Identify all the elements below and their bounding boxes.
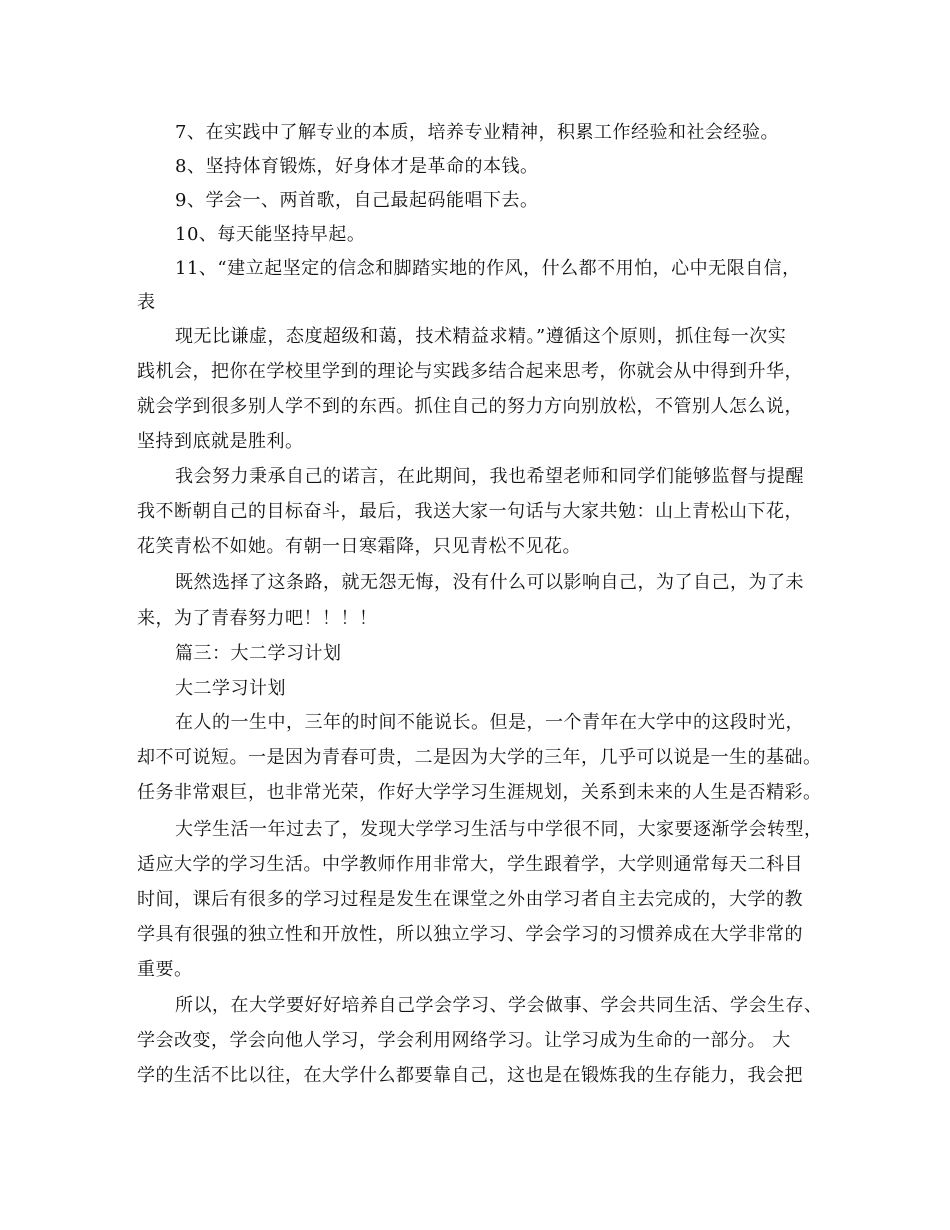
- text-line: 学会改变，学会向他人学习，学会利用网络学习。让学习成为生命的一部分。 大: [137, 1030, 791, 1051]
- text-line: 现无比谦虚，态度超级和蔼，技术精益求精。”遵循这个原则，抓住每一次实: [175, 326, 787, 347]
- text-line: 却不可说短。一是因为青春可贵，二是因为大学的三年，几乎可以说是一生的基础。: [137, 747, 822, 768]
- text-line: 所以，在大学要好好培养自己学会学习、学会做事、学会共同生活、学会生存、: [175, 995, 823, 1016]
- text-line: 重要。: [137, 959, 193, 980]
- text-line: 在人的一生中，三年的时间不能说长。但是，一个青年在大学中的这段时光，: [175, 712, 804, 733]
- section-heading: 篇三：大二学习计划: [175, 643, 342, 664]
- text-line: 时间，课后有很多的学习过程是发生在课堂之外由学习者自主去完成的，大学的教: [137, 889, 803, 910]
- text-line: 坚持到底就是胜利。: [137, 431, 304, 452]
- text-line: 践机会，把你在学校里学到的理论与实践多结合起来思考，你就会从中得到升华，: [137, 361, 803, 382]
- text-line: 适应大学的学习生活。中学教师作用非常大，学生跟着学，大学则通常每天二科目: [137, 854, 803, 875]
- section-subheading: 大二学习计划: [175, 678, 286, 699]
- text-line: 学具有很强的独立性和开放性，所以独立学习、学会学习的习惯养成在大学非常的: [137, 924, 803, 945]
- text-line: 我会努力秉承自己的诺言，在此期间，我也希望老师和同学们能够监督与提醒: [175, 466, 804, 487]
- text-line: 表: [137, 292, 156, 313]
- text-line: 我不断朝自己的目标奋斗，最后，我送大家一句话与大家共勉：山上青松山下花，: [137, 501, 803, 522]
- text-line: 既然选择了这条路，就无怨无悔，没有什么可以影响自己，为了自己，为了未: [175, 572, 804, 593]
- text-line: 7、在实践中了解专业的本质，培养专业精神，积累工作经验和社会经验。: [175, 122, 779, 143]
- text-line: 任务非常艰巨，也非常光荣，作好大学学习生涯规划，关系到未来的人生是否精彩。: [137, 782, 822, 803]
- text-line: 9、学会一、两首歌，自己最起码能唱下去。: [175, 190, 539, 211]
- text-line: 10、每天能坚持早起。: [175, 224, 366, 245]
- text-line: 大学生活一年过去了，发现大学学习生活与中学很不同，大家要逐渐学会转型，: [175, 819, 823, 840]
- text-line: 学的生活不比以往，在大学什么都要靠自己，这也是在锻炼我的生存能力，我会把: [137, 1065, 803, 1086]
- text-line: 来，为了青春努力吧！！！！: [137, 608, 378, 629]
- text-line: 就会学到很多别人学不到的东西。抓住自己的努力方向别放松，不管别人怎么说，: [137, 396, 803, 417]
- text-line: 8、坚持体育锻炼，好身体才是革命的本钱。: [175, 156, 539, 177]
- text-line: 花笑青松不如她。有朝一日寒霜降，只见青松不见花。: [137, 536, 581, 557]
- text-line: 11、“建立起坚定的信念和脚踏实地的作风，什么都不用怕，心中无限自信，: [175, 258, 801, 279]
